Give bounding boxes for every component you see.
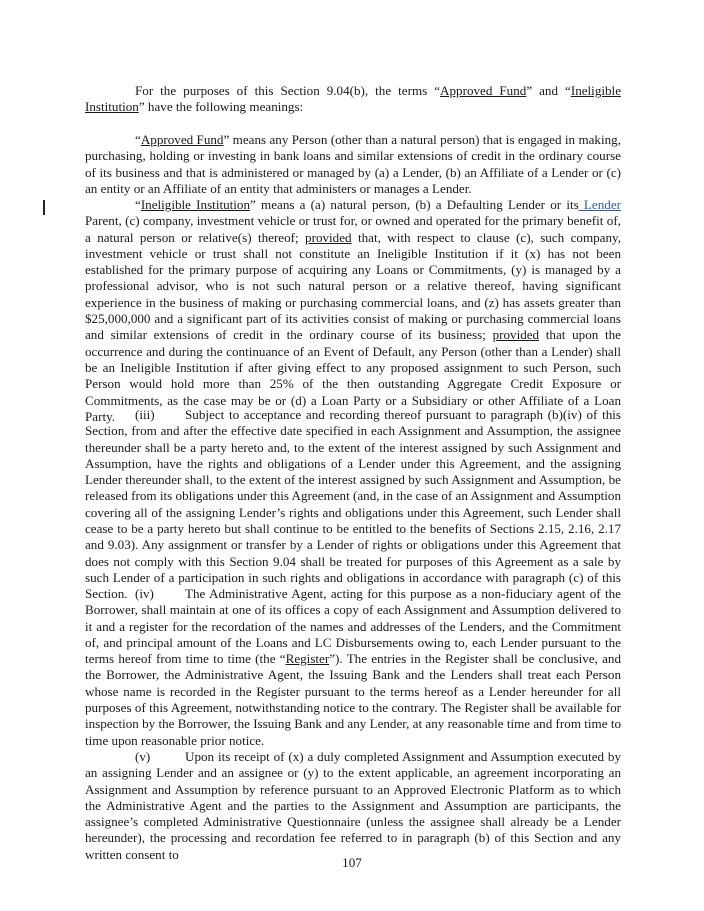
clause-number: (v) (135, 749, 151, 764)
defined-term-register: Register (285, 651, 330, 667)
approved-fund-definition: “Approved Fund” means any Person (other than a natural person) that is engaged in making, purchasing, holding or investing in bank loans and similar extensions of credit in the ordinary course of its business and that is administered or managed by (a) a Lender, (b) an Affiliate of a Lender or (c) an entity or an Affiliate of an entity that administers or manages a Lender. (85, 132, 621, 196)
clause-iv-paragraph: (iv) The Administrative Agent, acting for this purpose as a non-fiduciary agent of the Borrower, shall maintain at one of its offices a copy of each Assignment and Assumption delivered to it and a register for the recordation of the names and addresses of the Lenders, and the Commitment of, and principal amount of the Loans and LC Disbursements owing to, each Lender pursuant to the terms hereof from time to time (the “Register”). The entries in the Register shall be conclusive, and the Borrower, the Administrative Agent, the Issuing Bank and the Lenders shall treat each Person whose name is recorded in the Register pursuant to the terms hereof as a Lender hereunder for all purposes of this Agreement, notwithstanding notice to the contrary. The Register shall be available for inspection by the Borrower, the Issuing Bank and any Lender, at any reasonable time and from time to time upon reasonable prior notice. (85, 586, 622, 748)
page-number: 107 (342, 855, 362, 870)
clause-number: (iv) (135, 586, 154, 601)
intro-paragraph: For the purposes of this Section 9.04(b), the terms “Approved Fund” and “Ineligible Institution” have the following meanings: (85, 83, 622, 115)
provided-term: provided (305, 229, 352, 245)
provided-term: provided (492, 327, 540, 343)
ineligible-institution-definition: “Ineligible Institution” means a (a) natural person, (b) a Defaulting Lender or its Lender Parent, (c) company, investment vehicle or trust for, or owned and operated for the primary benefit of, a natural person or relative(s) thereof; provided that, with respect to clause (c), such company, investment vehicle or trust shall not constitute an Ineligible Institution if it (x) has not been established for the primary purpose of acquiring any Loans or Commitments, (y) is managed by a professional advisor, who is not such natural person or a relative thereof, having significant experience in the business of making or purchasing commercial loans, and (z) has assets greater than $25,000,000 and a significant part of its activities consist of making or purchasing commercial loans and similar extensions of credit in the ordinary course of its business; provided that upon the occurrence and during the continuance of an Event of Default, any Person (other than a Lender) shall be an Ineligible Institution if after giving effect to any proposed assignment to such Person, such Person would hold more than 25% of the then outstanding Aggregate Credit Exposure or Commitments, as the case may be or (d) a Loan Party or a Subsidiary or other Affiliate of a Loan Party. (85, 197, 622, 424)
clause-iii-paragraph: (iii) Subject to acceptance and recording thereof pursuant to paragraph (b)(iv) of this Section, from and after the effective date specified in each Assignment and Assumption, the assignee thereunder shall be a party hereto and, to the extent of the interest assigned by such Assignment and Assumption, have the rights and obligations of a Lender under this Agreement, and the assigning Lender thereunder shall, to the extent of the interest assigned by such Assignment and Assumption, be released from its obligations under this Agreement (and, in the case of an Assignment and Assumption covering all of the assigning Lender’s rights and obligations under this Agreement, such Lender shall cease to be a party hereto but shall continue to be entitled to the benefits of Sections 2.15, 2.16, 2.17 and 9.03). Any assignment or transfer by a Lender of rights or obligations under this Agreement that does not comply with this Section 9.04 shall be treated for purposes of this Agreement as a sale by such Lender of a participation in such rights and obligations in accordance with paragraph (c) of this Section. (85, 407, 622, 602)
clause-number: (iii) (135, 407, 155, 422)
defined-term-ineligible-institution: Ineligible Institution (140, 197, 251, 212)
clause-v-paragraph: (v) Upon its receipt of (x) a duly completed Assignment and Assumption executed by an assigning Lender and an assignee or (y) to the extent applicable, an agreement incorporating an Assignment and Assumption by reference pursuant to an Approved Electronic Platform as to which the Administrative Agent and the parties to the Assignment and Assumption are participants, the assignee’s completed Administrative Questionnaire (unless the assignee shall already be a Lender hereunder), the processing and recordation fee referred to in paragraph (b) of this Section and any written consent to (85, 749, 621, 862)
defined-term-approved-fund: Approved Fund (140, 132, 224, 147)
revision-bar (43, 200, 45, 215)
defined-term-approved-fund: Approved Fund (440, 83, 527, 98)
defined-term-ineligible-institution: Ineligible Institution (85, 83, 622, 115)
lender-link[interactable]: Lender (578, 197, 621, 212)
